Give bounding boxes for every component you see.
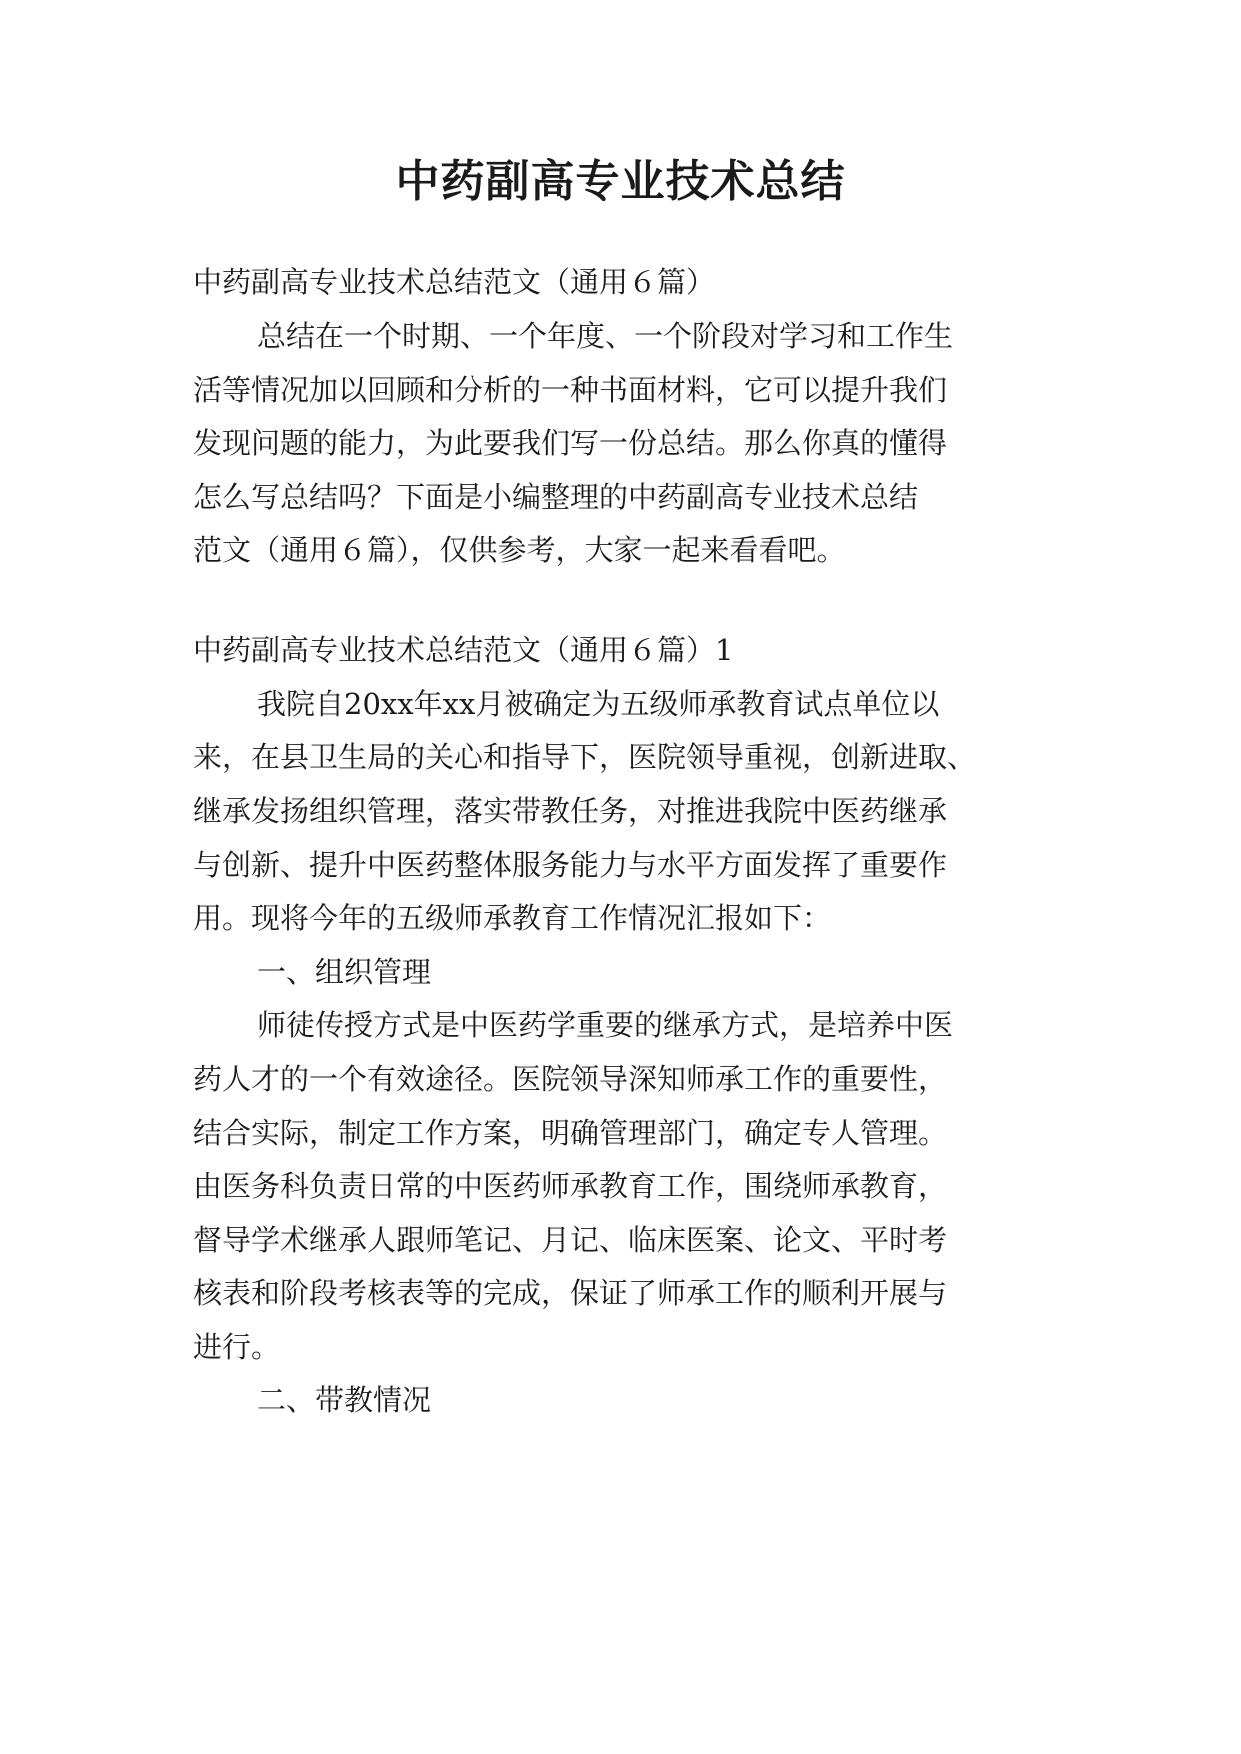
paragraph-line: 继承发扬组织管理，落实带教任务，对推进我院中医药继承: [193, 794, 948, 828]
subheading: 二、带教情况: [257, 1383, 432, 1417]
paragraph-line: 结合实际，制定工作方案，明确管理部门，确定专人管理。: [193, 1116, 948, 1150]
paragraph-line: 由医务科负责日常的中医药师承教育工作，围绕师承教育，: [193, 1169, 948, 1203]
paragraph-line: 核表和阶段考核表等的完成，保证了师承工作的顺利开展与: [193, 1276, 948, 1310]
paragraph-line: 我院自20xx年xx月被确定为五级师承教育试点单位以: [257, 687, 940, 721]
paragraph-line: 用。现将今年的五级师承教育工作情况汇报如下：: [193, 901, 832, 935]
subheading: 一、组织管理: [257, 955, 432, 989]
paragraph-line: 药人才的一个有效途径。医院领导深知师承工作的重要性，: [193, 1062, 948, 1096]
paragraph-line: 总结在一个时期、一个年度、一个阶段对学习和工作生: [257, 319, 954, 353]
paragraph-line: 活等情况加以回顾和分析的一种书面材料，它可以提升我们: [193, 373, 948, 407]
paragraph-line: 来，在县卫生局的关心和指导下，医院领导重视，创新进取、: [193, 740, 977, 774]
section-heading: 中药副高专业技术总结范文（通用６篇）1: [193, 633, 734, 667]
subtitle-line: 中药副高专业技术总结范文（通用６篇）: [193, 265, 716, 299]
paragraph-line: 与创新、提升中医药整体服务能力与水平方面发挥了重要作: [193, 848, 948, 882]
paragraph-line: 督导学术继承人跟师笔记、月记、临床医案、论文、平时考: [193, 1223, 948, 1257]
paragraph-line: 师徒传授方式是中医药学重要的继承方式，是培养中医: [257, 1008, 954, 1042]
paragraph-line: 发现问题的能力，为此要我们写一份总结。那么你真的懂得: [193, 426, 948, 460]
document-title: 中药副高专业技术总结: [395, 156, 846, 207]
paragraph-line: 怎么写总结吗？下面是小编整理的中药副高专业技术总结: [193, 480, 919, 514]
paragraph-line: 进行。: [193, 1330, 281, 1364]
paragraph-line: 范文（通用６篇），仅供参考，大家一起来看看吧。: [193, 533, 846, 567]
